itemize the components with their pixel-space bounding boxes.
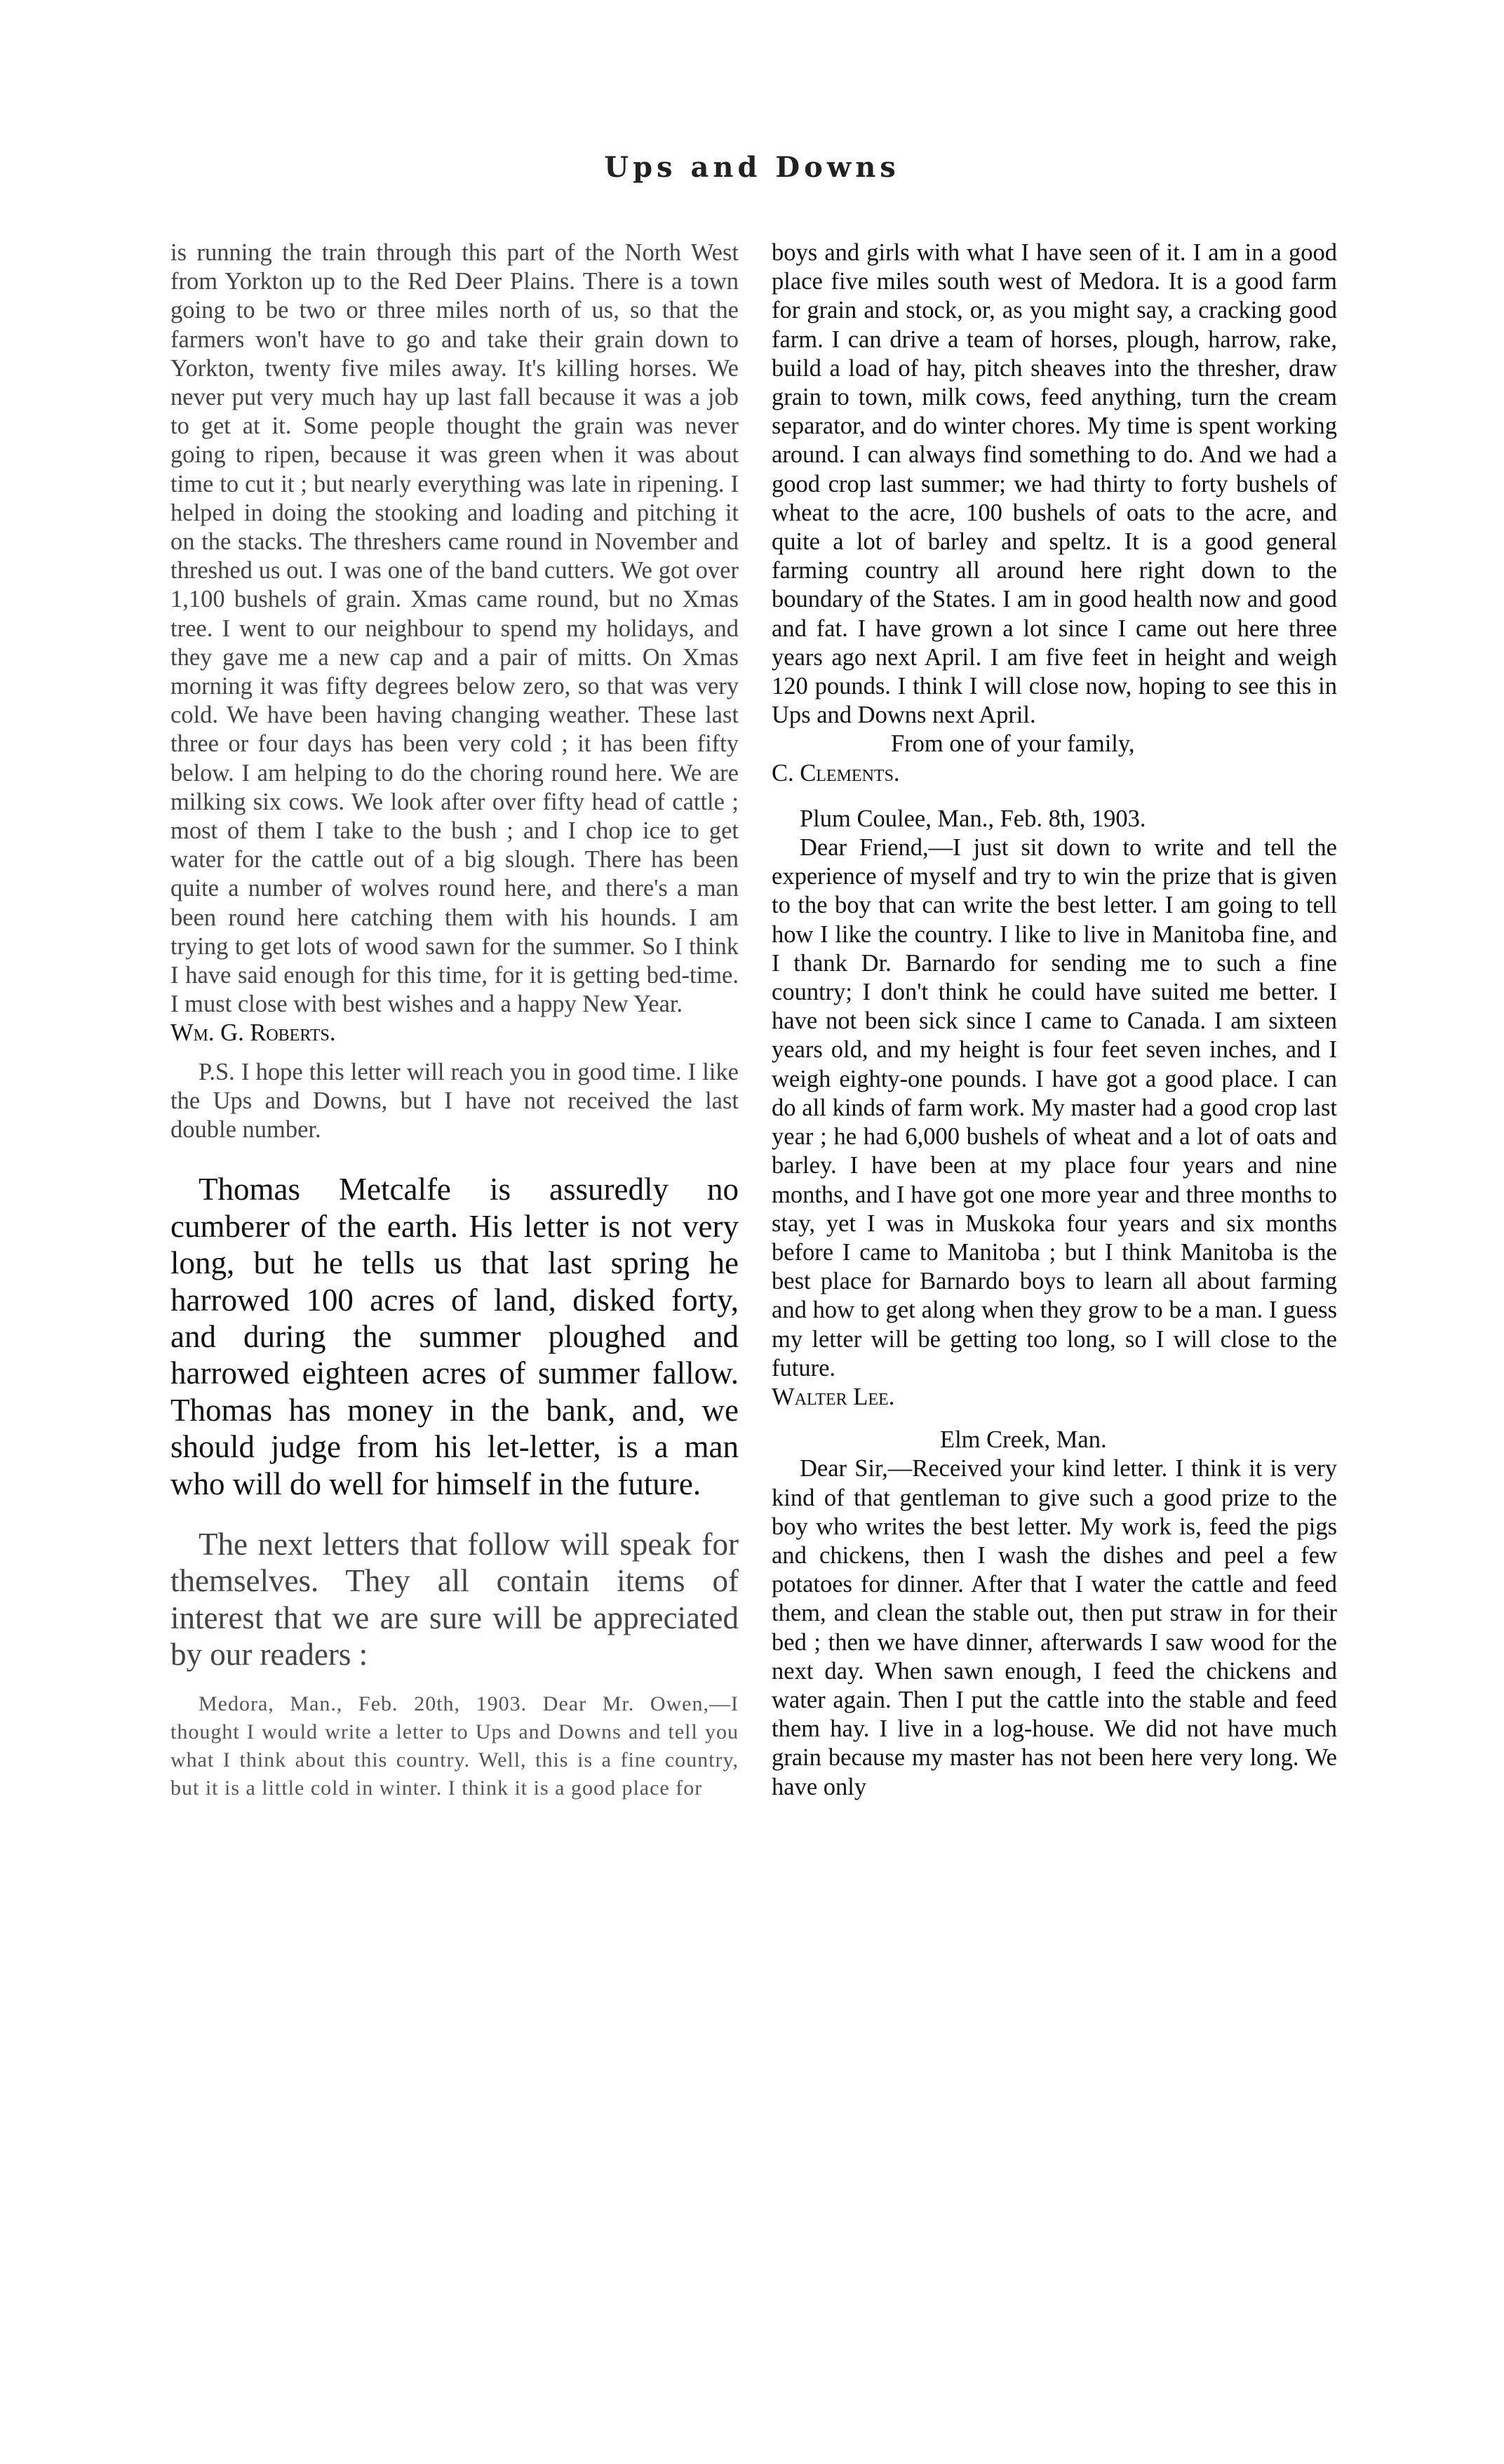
left-column <box>170 239 739 1802</box>
postscript: P.S. I hope this letter will reach you in good time. I like the Ups and Downs, but I have not received the last double number. <box>170 1058 739 1144</box>
editorial-paragraph-introduction: The next letters that follow will speak for themselves. They all contain items of interest that we are sure will be appreciated by our readers : <box>170 1526 739 1673</box>
editorial-paragraph-metcalfe: Thomas Metcalfe is assuredly no cumberer of the earth. His letter is not very long, but he tells us that last spring he harrowed 100 acres of land, disked forty, and during the summer ploughed and harrowed eighteen acres of summer fallow. Thomas has money in the bank, and, we should judge from his let-letter, is a man who will do well for himself in the future. <box>170 1172 739 1501</box>
letter-1-continued-text: boys and girls with what I have seen of it. I am in a good place five miles south west of Medora. It is a good farm for grain and stock, or, as you might say, a cracking good farm. I can drive a team of horses, plough, harrow, rake, build a load of hay, pitch sheaves into the thresher, draw grain to town, milk cows, feed anything, turn the cream separator, and do winter chores. My time is spent working around. I can always find something to do. And we had a good crop last summer; we had thirty to forty bushels of wheat to the acre, 100 bushels of oats to the acre, and quite a lot of barley and speltz. It is a good general farming country all around here right down to the boundary of the States. I am in good health now and good and fat. I have grown a lot since I came out here three years ago next April. I am five feet in height and weigh 120 pounds. I think I will close now, hoping to see this in Ups and Downs next April. <box>772 239 1337 729</box>
letter-3-dateline: Elm Creek, Man. <box>940 1426 1107 1454</box>
running-head: Ups and Downs <box>604 151 900 184</box>
letter-signature: Wm. G. Roberts. <box>170 1019 336 1047</box>
letter-2-signature: Walter Lee. <box>772 1383 895 1410</box>
next-letter-start: Medora, Man., Feb. 20th, 1903. Dear Mr. Owen,—I thought I would write a letter to Ups and Downs and tell you what I think about this country. Well, this is a fine country, but it is a little cold in winter. I think it is a good place for <box>170 1692 739 1800</box>
right-column <box>772 239 1337 1802</box>
letter-1-signature: C. Clements. <box>772 759 900 786</box>
letter-3-body: Dear Sir,—Received your kind letter. I think it is very kind of that gentleman to give such a good prize to the boy who writes the best letter. My work is, feed the pigs and chickens, then I wash the dishes and peel a few potatoes for dinner. After that I water the cattle and feed them, and clean the stable out, then put straw in for their bed ; then we have dinner, afterwards I saw wood for the next day. When sawn enough, I feed the chickens and water again. Then I put the cattle into the stable and feed them hay. I live in a log-house. We did not have much grain because my master has not been here very long. We have only <box>772 1455 1337 1800</box>
letter-2-body: Dear Friend,—I just sit down to write and tell the experience of myself and try to win the prize that is given to the boy that can write the best letter. I am going to tell how I like the country. I like to live in Manitoba fine, and I thank Dr. Barnardo for sending me to such a fine country; I don't think he could have suited me better. I have not been sick since I came to Canada. I am sixteen years old, and my height is four feet seven inches, and I weigh eighty-one pounds. I have got a good place. I can do all kinds of farm work. My master had a good crop last year ; he had 6,000 bushels of wheat and a lot of oats and barley. I have been at my place four years and nine months, and I have got one more year and three months to stay, yet I was in Muskoka four years and six months before I came to Manitoba ; but I think Manitoba is the best place for Barnardo boys to learn all about farming and how to get along when they grow to be a man. I guess my letter will be getting too long, so I will close to the future. <box>772 834 1337 1381</box>
letter-2-dateline: Plum Coulee, Man., Feb. 8th, 1903. <box>800 805 1146 832</box>
letter-continued-text: is running the train through this part of the North West from Yorkton up to the Red Deer Plains. There is a town going to be two or three miles north of us, so that the farmers won't have to go and take their grain down to Yorkton, twenty five miles away. It's killing horses. We never put very much hay up last fall because it was a job to get at it. Some people thought the grain was never going to ripen, because it was green when it was about time to cut it ; but nearly everything was late in ripening. I helped in doing the stooking and loading and pitching it on the stacks. The threshers came round in November and threshed us out. I was one of the band cutters. We got over 1,100 bushels of grain. Xmas came round, but no Xmas tree. I went to our neighbour to spend my holidays, and they gave me a new cap and a pair of mitts. On Xmas morning it was fifty degrees below zero, so that was very cold. We have been having changing weather. These last three or four days has been very cold ; it has been fifty below. I am helping to do the choring round here. We are milking six cows. We look after over fifty head of cattle ; most of them I take to the bush ; and I chop ice to get water for the cattle out of a big slough. There has been quite a number of wolves round here, and there's a man been round here catching them with his hounds. I am trying to get lots of wood sawn for the summer. So I think I have said enough for this time, for it is getting bed-time. I must close with best wishes and a happy New Year. <box>170 239 739 1018</box>
letter-1-closing: From one of your family, <box>891 730 1135 758</box>
